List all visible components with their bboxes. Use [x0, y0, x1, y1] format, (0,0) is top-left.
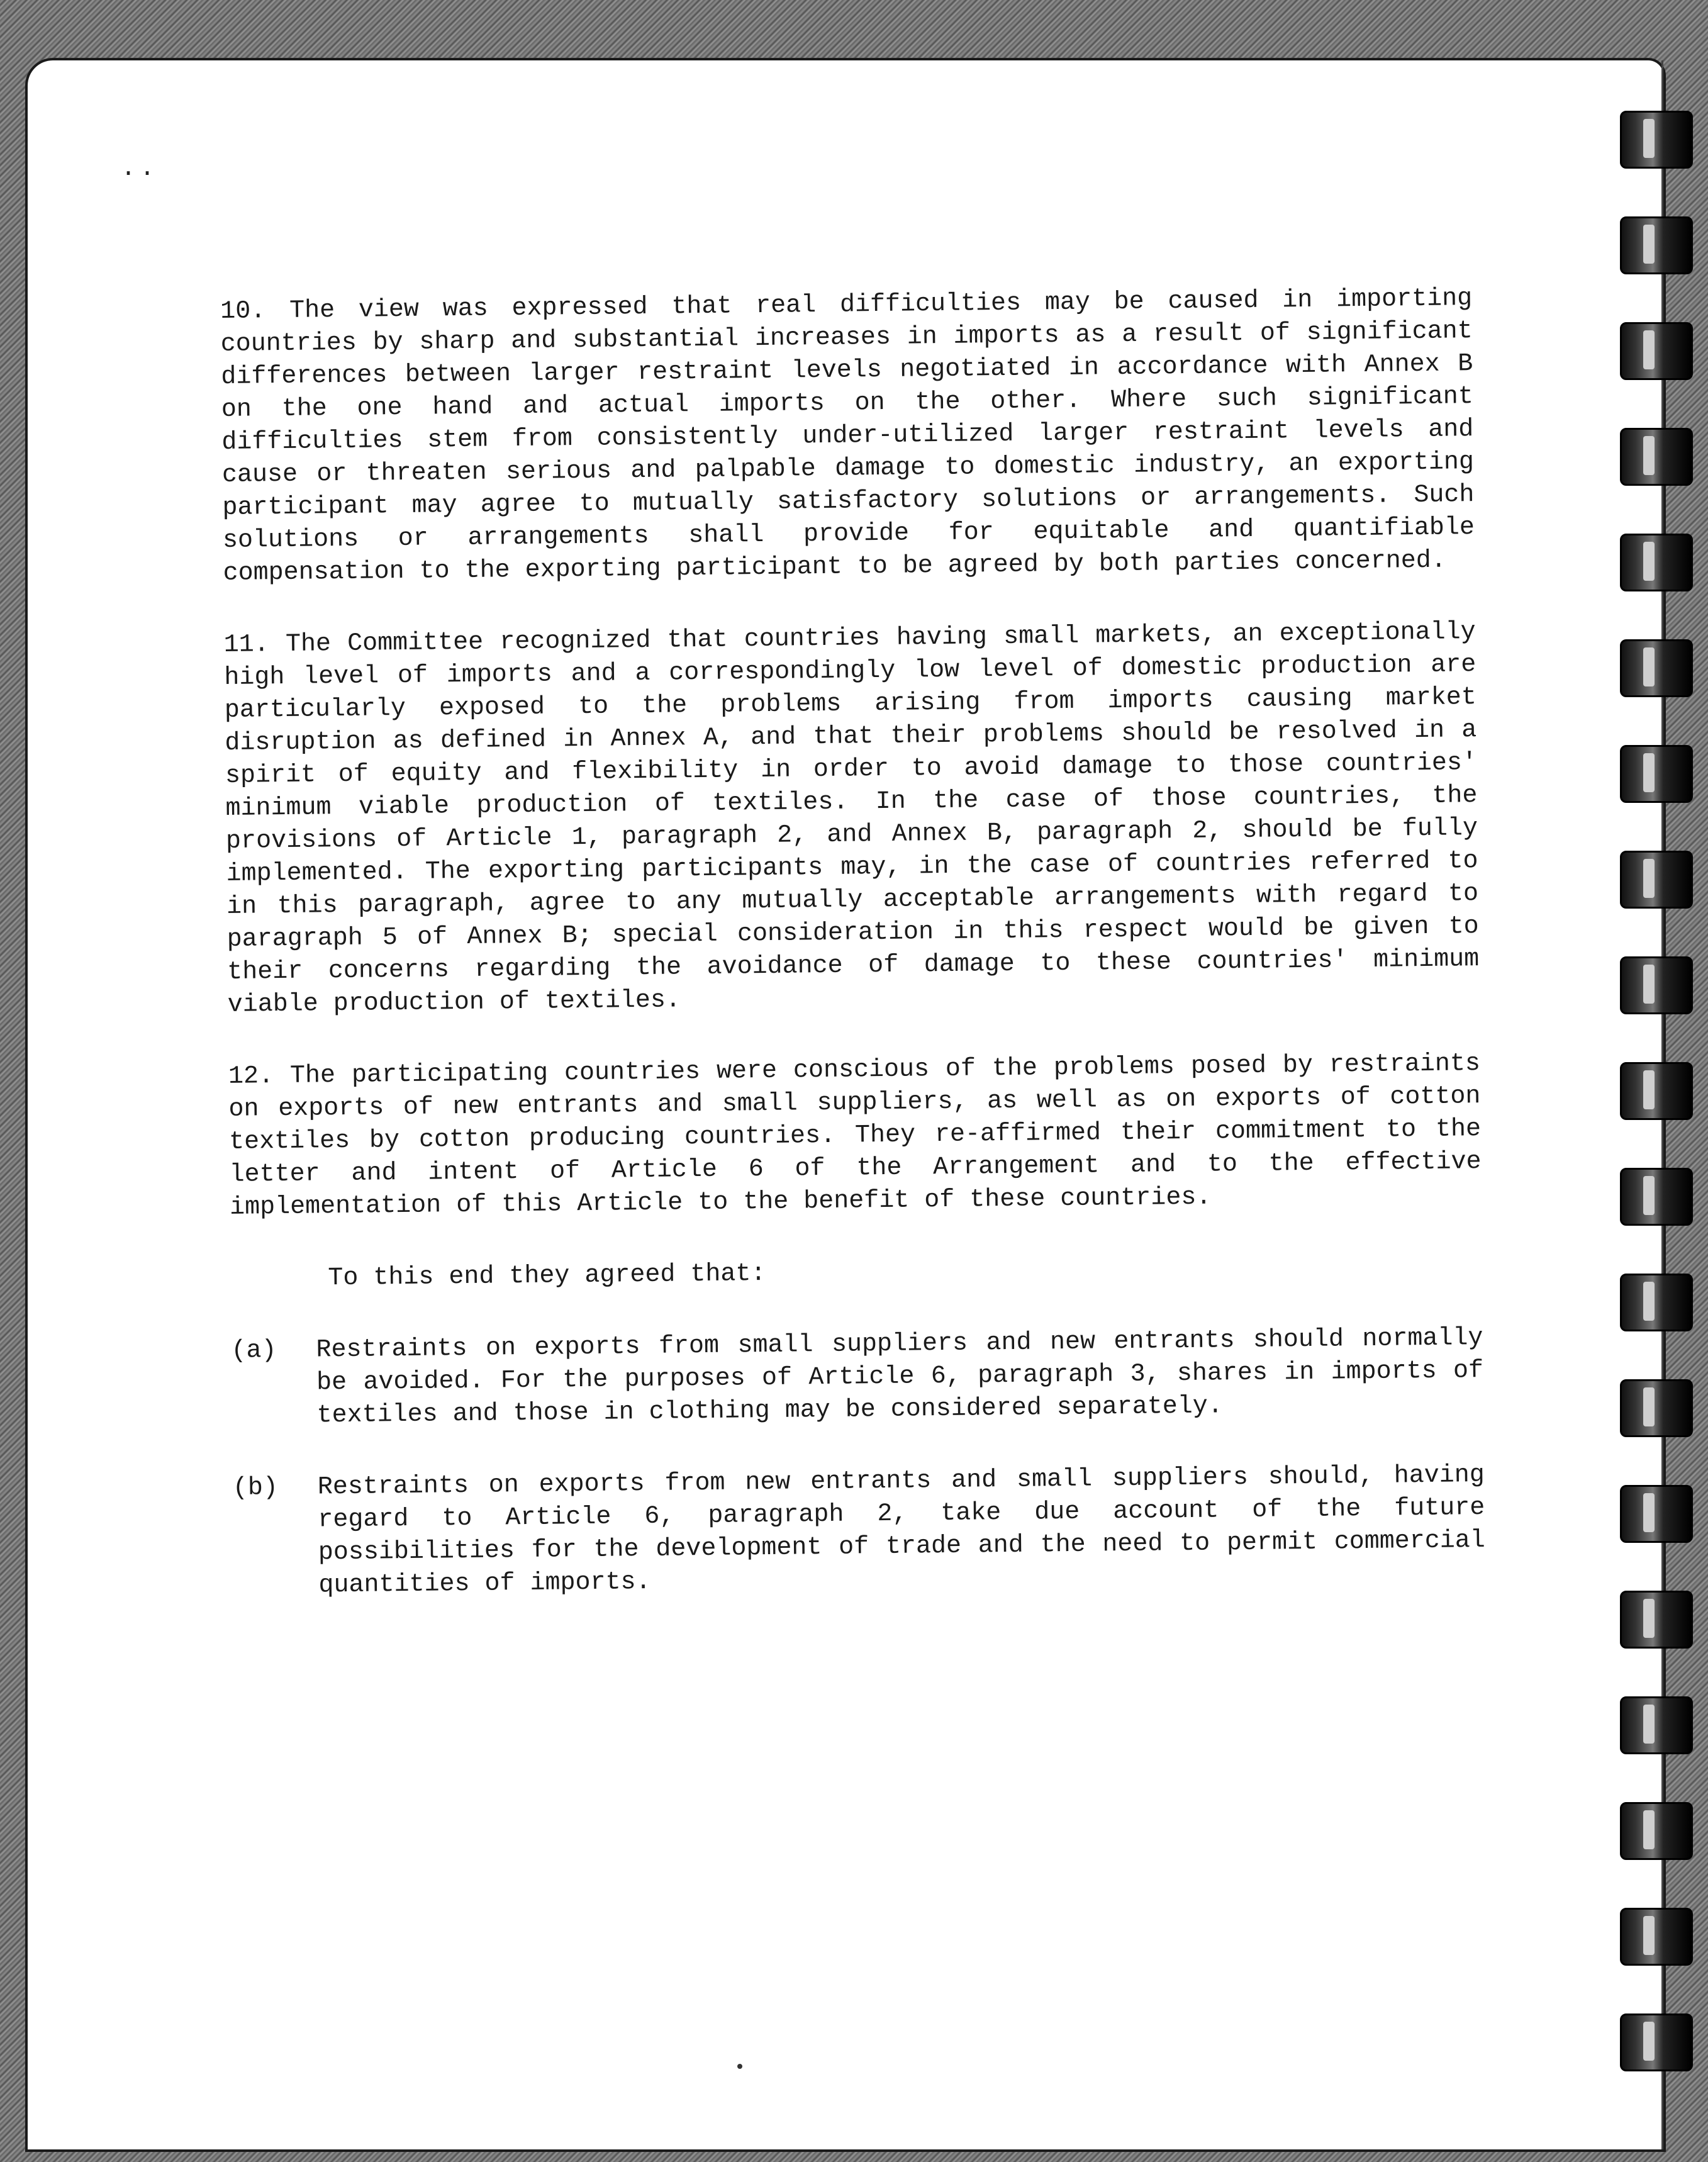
binding-ring: [1620, 1908, 1693, 1966]
binding-ring: [1620, 534, 1693, 591]
item-label: (a): [231, 1336, 277, 1365]
item-text: Restraints on exports from small suppliers and new entrants should normally be avoided. For the purposes of Article 6, paragraph 3, shares in imports of textiles and those in clothing may be considered separately.: [316, 1324, 1484, 1430]
binding-ring: [1620, 1062, 1693, 1120]
binding-ring: [1620, 216, 1693, 274]
document-body: [220, 283, 1486, 1642]
item-text: Restraints on exports from new entrants and small suppliers should, having regard to Article 6, paragraph 2, take due account of the future possibilities for the development of trade and the need to permit commercial quantities of imports.: [317, 1461, 1486, 1600]
paragraph-text: The participating countries were conscious of the problems posed by restraints on exports of new entrants and small suppliers, as well as on exports of cotton textiles by cotton producing countries. They re-affirmed their commitment to the letter and intent of Article 6 of the Arrangement and to the effective implementation of this Article to the benefit of these countries.: [228, 1050, 1482, 1222]
paragraph-12: [228, 1048, 1482, 1224]
paragraph-number: 12.: [228, 1061, 291, 1091]
binding-ring: [1620, 1274, 1693, 1331]
binding-ring: [1620, 1696, 1693, 1754]
binding-ring: [1620, 851, 1693, 909]
binding-ring: [1620, 639, 1693, 697]
stray-mark: [737, 2064, 742, 2069]
binding-ring: [1620, 956, 1693, 1014]
binding-ring: [1620, 322, 1693, 380]
binding-ring: [1620, 1591, 1693, 1649]
paragraph-text: The Committee recognized that countries having small markets, an exceptionally high level of imports and a correspondingly low level of domestic production are particularly exposed to the problems arising from imports causing market disruption as defined in Annex A, and that their problems should be resolved in a spirit of equity and flexibility in order to avoid damage to those countries' minimum viable production of textiles. In the case of those countries, the provisions of Article 1, paragraph 2, and Annex B, paragraph 2, should be fully implemented. The exporting participants may, in the case of countries referred to in this paragraph, agree to any mutually acceptable arrangements with regard to paragraph 5 of Annex B; special consideration in this respect would be given to their concerns regarding the avoidance of damage to these countries' minimum viable production of textiles.: [224, 618, 1480, 1019]
binding-ring: [1620, 111, 1693, 169]
binding-ring: [1620, 428, 1693, 486]
binding-ring: [1620, 2014, 1693, 2071]
binding-ring: [1620, 1168, 1693, 1226]
paragraph-11: [224, 616, 1480, 1022]
binding-ring: [1620, 1379, 1693, 1437]
top-marks: ..: [121, 155, 159, 183]
paragraph-number: 11.: [223, 630, 286, 659]
binding-ring: [1620, 745, 1693, 803]
list-item-a: [231, 1322, 1484, 1433]
list-item-b: [233, 1459, 1486, 1603]
binding-ring: [1620, 1485, 1693, 1543]
paragraph-number: 10.: [220, 296, 290, 326]
item-label: (b): [232, 1474, 279, 1503]
spiral-binding: [1601, 60, 1708, 2149]
paragraph-text: The view was expressed that real difficulties may be caused in importing countries by sharp and substantial increases in imports as a result of significant differences between larger restraint levels negotiated in accordance with Annex B on the one hand and actual imports on the other. Where such significant difficulties stem from consistently under-utilized larger restraint levels and cause or threaten serious and palpable damage to domestic industry, an exporting participant may agree to mutually satisfactory solutions or arrangements. Such solutions or arrangements shall provide for equitable and quantifiable compensation to the exporting participant to be agreed by both parties concerned.: [220, 284, 1475, 588]
binding-ring: [1620, 1802, 1693, 1860]
paragraph-10: [220, 283, 1475, 590]
agreement-intro: To this end they agreed that:: [328, 1260, 766, 1293]
